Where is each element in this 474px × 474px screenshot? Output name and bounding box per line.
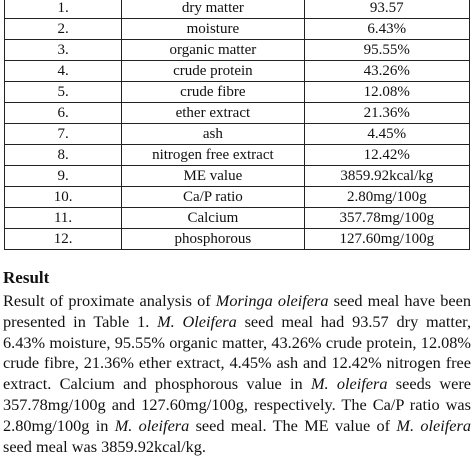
- parameter-cell: Ca/P ratio: [122, 187, 304, 208]
- value-cell: 43.26%: [304, 61, 469, 82]
- table-row: [5, 208, 470, 229]
- result-text-segment: seed meal had 93.57 dry matter, 6.43% moisture, 95.55% organic matter, 43.26% crude protein, 12.08% crude fibre, 21.36% ether extract, 4.45% ash and 12.42% nitrogen free extract. Calcium and phosphorous value in: [3, 311, 472, 394]
- row-number-cell: 9.: [5, 166, 122, 187]
- result-text-segment: Result of proximate analysis of: [3, 291, 216, 310]
- parameter-cell: dry matter: [122, 0, 304, 19]
- table-row: [5, 103, 470, 124]
- species-name: M. oleifera: [310, 374, 388, 394]
- table-row: [5, 61, 470, 82]
- row-number-cell: 2.: [5, 19, 122, 40]
- parameter-cell: nitrogen free extract: [122, 145, 304, 166]
- value-cell: 357.78mg/100g: [304, 208, 469, 229]
- species-name: M. oleifera: [396, 415, 471, 435]
- result-text-segment: seed meal. The ME value of: [189, 415, 397, 435]
- parameter-cell: crude fibre: [122, 82, 304, 103]
- proximate-analysis-table: [4, 0, 470, 250]
- parameter-cell: Calcium: [122, 208, 304, 229]
- table-row: [5, 124, 470, 145]
- value-cell: 95.55%: [304, 40, 469, 61]
- row-number-cell: 7.: [5, 124, 122, 145]
- proximate-analysis-table-container: [4, 0, 470, 250]
- parameter-cell: organic matter: [122, 40, 304, 61]
- result-text-segment: seeds were 357.78mg/100g and 127.60mg/100g, respectively. The Ca/P ratio was 2.80mg/100g in: [3, 374, 472, 435]
- value-cell: 2.80mg/100g: [304, 187, 469, 208]
- value-cell: 12.42%: [304, 145, 469, 166]
- parameter-cell: ash: [122, 124, 304, 145]
- species-name: M. oleifera: [114, 415, 190, 435]
- row-number-cell: 12.: [5, 229, 122, 250]
- row-number-cell: 8.: [5, 145, 122, 166]
- value-cell: 12.08%: [304, 82, 469, 103]
- value-cell: 127.60mg/100g: [304, 229, 469, 250]
- table-row: [5, 0, 470, 19]
- parameter-cell: crude protein: [122, 61, 304, 82]
- row-number-cell: 6.: [5, 103, 122, 124]
- table-row: [5, 187, 470, 208]
- parameter-cell: ME value: [122, 166, 304, 187]
- result-text-segment: seed meal have been presented in Table 1.: [3, 291, 472, 331]
- parameter-cell: moisture: [122, 19, 304, 40]
- parameter-cell: ether extract: [122, 103, 304, 124]
- table-row: [5, 166, 470, 187]
- result-text-segment: seed meal was 3859.92kcal/kg.: [3, 436, 207, 456]
- table-row: [5, 229, 470, 250]
- value-cell: 4.45%: [304, 124, 469, 145]
- value-cell: 93.57: [304, 0, 469, 19]
- table-body: [5, 0, 470, 250]
- result-heading: Result: [3, 268, 50, 287]
- parameter-cell: phosphorous: [122, 229, 304, 250]
- species-name: Moringa oleifera: [215, 291, 329, 310]
- row-number-cell: 4.: [5, 61, 122, 82]
- row-number-cell: 1.: [5, 0, 122, 19]
- table-row: [5, 40, 470, 61]
- value-cell: 6.43%: [304, 19, 469, 40]
- table-row: [5, 82, 470, 103]
- value-cell: 21.36%: [304, 103, 469, 124]
- result-paragraph: [3, 291, 471, 457]
- table-row: [5, 19, 470, 40]
- row-number-cell: 5.: [5, 82, 122, 103]
- row-number-cell: 10.: [5, 187, 122, 208]
- value-cell: 3859.92kcal/kg: [304, 166, 469, 187]
- species-name: M. Oleifera: [157, 311, 237, 331]
- row-number-cell: 3.: [5, 40, 122, 61]
- row-number-cell: 11.: [5, 208, 122, 229]
- table-row: [5, 145, 470, 166]
